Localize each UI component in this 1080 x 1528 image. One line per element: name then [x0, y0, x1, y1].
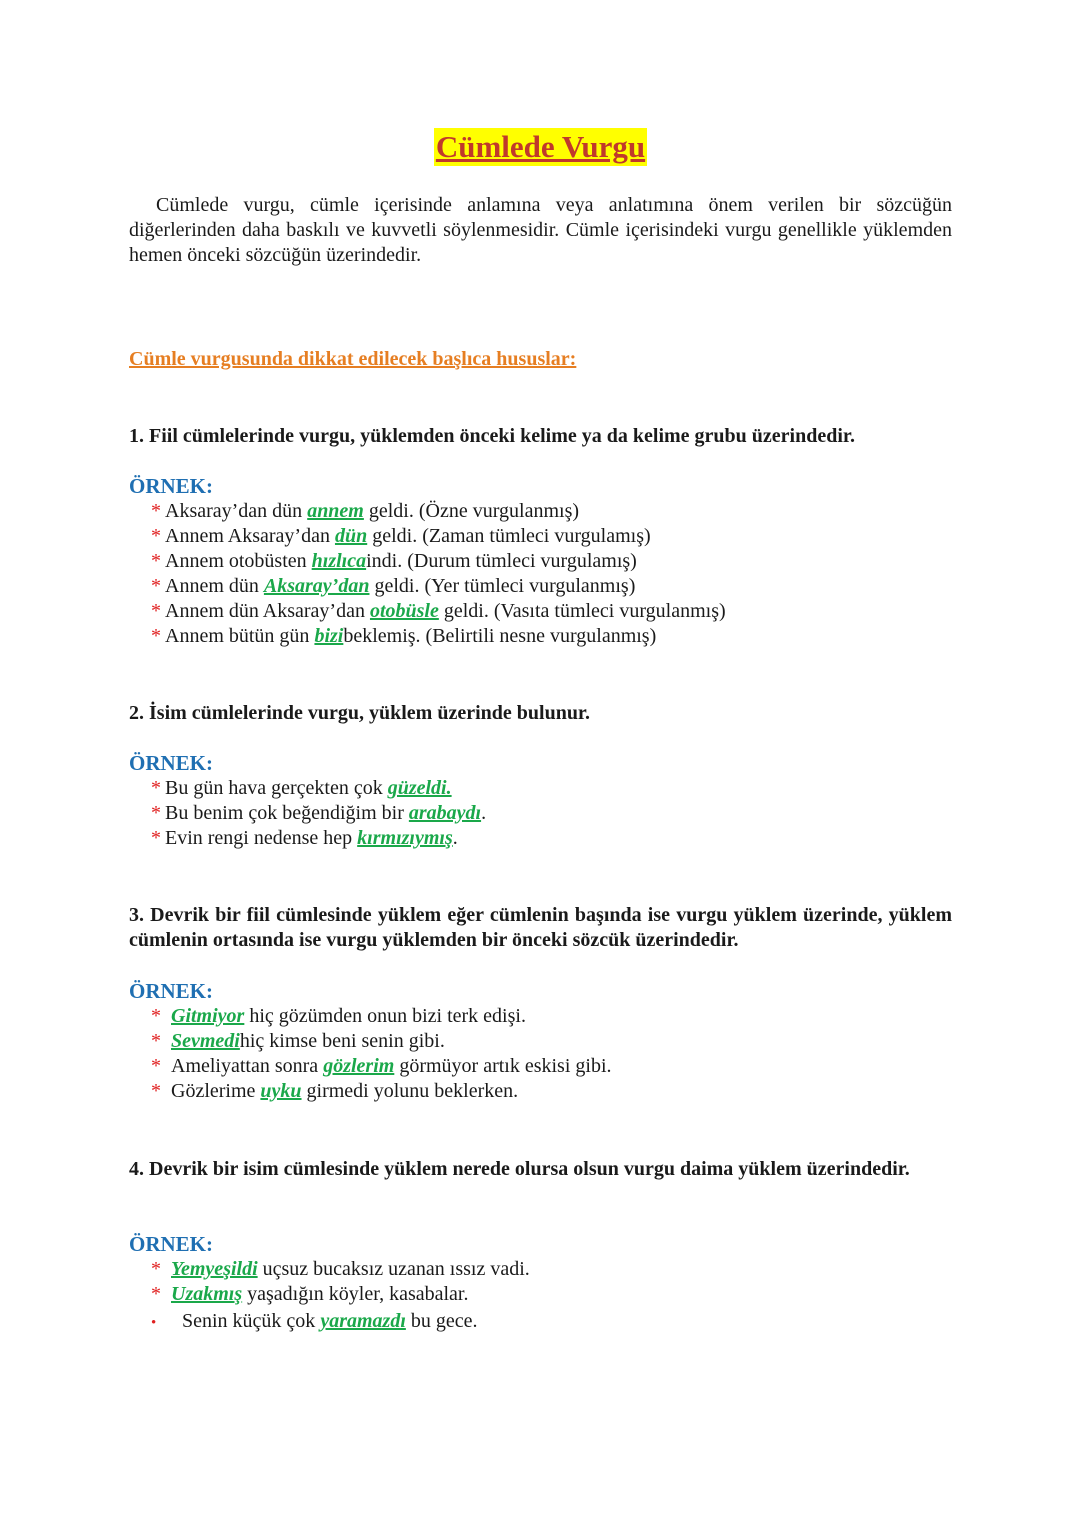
list-item: [151, 1029, 612, 1054]
stressed-word: Aksaray’dan: [263, 575, 370, 597]
rule-1: 1. Fiil cümlelerinde vurgu, yüklemden önceki kelime ya da kelime grubu üzerindedir.: [129, 425, 855, 447]
list-item: [151, 826, 486, 851]
stressed-word: Gitmiyor: [171, 1005, 245, 1027]
example-text: beklemiş. (Belirtili nesne vurgulanmış): [343, 625, 657, 647]
stressed-word: gözlerim: [323, 1055, 395, 1077]
bullet-marker: *: [151, 1055, 161, 1077]
bullet-marker: *: [151, 777, 161, 799]
list-item: [151, 1054, 612, 1079]
example-text: Bu gün hava gerçekten çok: [165, 777, 388, 799]
stressed-word: Uzakmış: [171, 1283, 243, 1305]
example-text: .: [481, 802, 487, 824]
ornek-label-2: ÖRNEK:: [129, 751, 213, 775]
example-text: Annem bütün gün: [165, 625, 315, 647]
example-text: Ameliyattan sonra: [171, 1055, 324, 1077]
example-list-3: [151, 1004, 612, 1104]
stressed-word: uyku: [260, 1080, 302, 1102]
list-item: [151, 1004, 612, 1029]
intro-paragraph: Cümlede vurgu, cümle içerisinde anlamına veya anlatımına önem verilen bir sözcüğün diğerlerinden daha baskılı ve kuvvetli söylenmesidir. Cümle içerisindeki vurgu genellikle yüklemden hemen önceki sözcüğün üzerindedir.: [129, 194, 952, 266]
example-list-4: [151, 1257, 530, 1336]
bullet-marker: *: [151, 1030, 161, 1052]
list-item: [151, 801, 486, 826]
rule-3: 3. Devrik bir fiil cümlesinde yüklem eğer cümlenin başında ise vurgu yüklem üzerinde, yüklem cümlenin ortasında ise vurgu yüklemden bir önceki sözcük üzerindedir.: [129, 904, 952, 951]
example-text: Annem Aksaray’dan: [165, 525, 335, 547]
bullet-marker: *: [151, 1258, 161, 1280]
stressed-word: bizi: [314, 625, 344, 647]
example-text: hiç gözümden onun bizi terk edişi.: [244, 1005, 526, 1027]
example-text: indi. (Durum tümleci vurgulamış): [366, 550, 637, 572]
rule-2: 2. İsim cümlelerinde vurgu, yüklem üzerinde bulunur.: [129, 702, 590, 724]
example-text: yaşadığın köyler, kasabalar.: [242, 1283, 469, 1305]
bullet-marker: *: [151, 1080, 161, 1102]
example-text: Annem otobüsten: [165, 550, 312, 572]
stressed-word: güzeldi.: [387, 777, 452, 799]
stressed-word: dün: [334, 525, 368, 547]
bullet-marker: *: [151, 600, 161, 622]
list-item: [151, 599, 726, 624]
stressed-word: annem: [307, 500, 364, 522]
example-text: Annem dün: [165, 575, 264, 597]
example-text: Gözlerime: [171, 1080, 261, 1102]
bullet-marker: *: [151, 802, 161, 824]
stressed-word: Yemyeşildi: [171, 1258, 258, 1280]
subheading: Cümle vurgusunda dikkat edilecek başlıca hususlar:: [129, 348, 577, 370]
title-wrap: [129, 128, 952, 166]
list-item: [151, 1257, 530, 1282]
list-item: [151, 624, 726, 649]
stressed-word: kırmızıymış: [357, 827, 453, 849]
example-text: Aksaray’dan dün: [165, 500, 308, 522]
example-text: Senin küçük çok: [182, 1310, 321, 1332]
stressed-word: otobüsle: [369, 600, 439, 622]
rule-4: 4. Devrik bir isim cümlesinde yüklem nerede olursa olsun vurgu daima yüklem üzerindedir.: [129, 1158, 910, 1180]
list-item: [151, 1079, 612, 1104]
bullet-marker: *: [151, 827, 161, 849]
example-text: görmüyor artık eskisi gibi.: [394, 1055, 612, 1077]
bullet-dot: •: [151, 1315, 157, 1331]
example-list-2: [151, 776, 486, 851]
list-item: [151, 499, 726, 524]
stressed-word: yaramazdı: [320, 1310, 406, 1332]
example-list-1: [151, 499, 726, 649]
bullet-marker: *: [151, 625, 161, 647]
example-text: girmedi yolunu beklerken.: [301, 1080, 519, 1102]
example-text: hiç kimse beni senin gibi.: [239, 1030, 445, 1052]
example-text: Bu benim çok beğendiğim bir: [165, 802, 409, 824]
page-title: Cümlede Vurgu: [435, 129, 646, 164]
bullet-marker: *: [151, 525, 161, 547]
bullet-marker: *: [151, 1283, 161, 1305]
list-item: [151, 1309, 530, 1336]
bullet-marker: *: [151, 500, 161, 522]
example-text: geldi. (Zaman tümleci vurgulamış): [367, 525, 651, 547]
example-text: .: [452, 827, 458, 849]
example-text: geldi. (Yer tümleci vurgulanmış): [369, 575, 636, 597]
list-item: [151, 1282, 530, 1307]
example-text: Evin rengi nedense hep: [165, 827, 358, 849]
example-text: Annem dün Aksaray’dan: [165, 600, 370, 622]
bullet-marker: *: [151, 575, 161, 597]
bullet-marker: *: [151, 550, 161, 572]
ornek-label-4: ÖRNEK:: [129, 1232, 213, 1256]
example-text: geldi. (Vasıta tümleci vurgulanmış): [438, 600, 726, 622]
list-item: [151, 524, 726, 549]
example-text: bu gece.: [405, 1310, 478, 1332]
list-item: [151, 574, 726, 599]
example-text: geldi. (Özne vurgulanmış): [363, 500, 580, 522]
stressed-word: arabaydı: [408, 802, 482, 824]
example-text: uçsuz bucaksız uzanan ıssız vadi.: [257, 1258, 530, 1280]
list-item: [151, 549, 726, 574]
list-item: [151, 776, 486, 801]
ornek-label-1: ÖRNEK:: [129, 474, 213, 498]
stressed-word: Sevmedi: [171, 1030, 240, 1052]
stressed-word: hızlıca: [311, 550, 367, 572]
bullet-marker: *: [151, 1005, 161, 1027]
ornek-label-3: ÖRNEK:: [129, 979, 213, 1003]
